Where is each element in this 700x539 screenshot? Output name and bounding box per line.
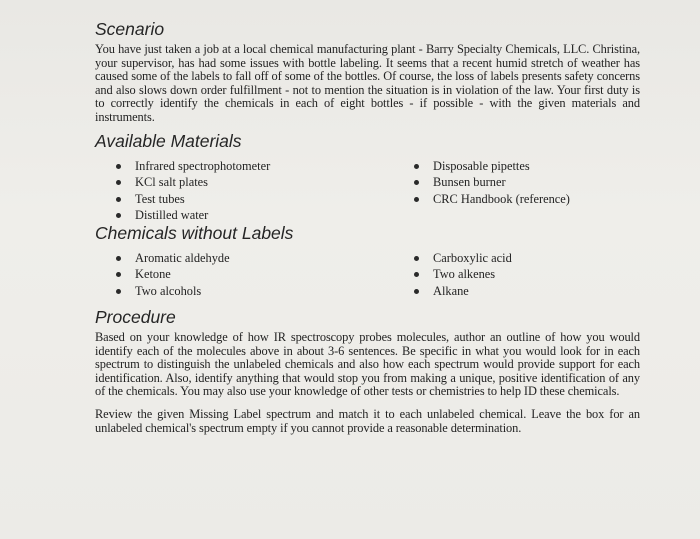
bullet-icon bbox=[116, 197, 121, 202]
bullet-icon bbox=[414, 164, 419, 169]
list-item: Bunsen burner bbox=[411, 174, 570, 191]
scenario-paragraph: You have just taken a job at a local chemical manufacturing plant - Barry Specialty Chemicals, LLC. Christina, your supervisor, has had some issues with bottle labeling. It seems that a recent humid stretch of weather has caused some of the labels to fall off of some of the bottles. Of course, the loss of labels presents safety concerns and also slows down order fulfillment - not to mention the situation is in violation of the law. Your first duty is to correctly identify the chemicals in each of eight bottles - if possible - with the given materials and instruments. bbox=[95, 42, 640, 124]
review-paragraph: Review the given Missing Label spectrum and match it to each unlabeled chemical. Leave the box for an unlabeled chemical's spectrum empty if you cannot provide a reasonable determination. bbox=[95, 407, 640, 435]
document-content bbox=[95, 18, 640, 435]
list-item: Distilled water bbox=[113, 207, 403, 224]
bullet-icon bbox=[414, 197, 419, 202]
list-item: Two alkenes bbox=[411, 266, 512, 283]
chemicals-list bbox=[95, 250, 640, 300]
bullet-icon bbox=[414, 180, 419, 185]
bullet-icon bbox=[414, 289, 419, 294]
materials-list-right bbox=[403, 158, 570, 224]
chemicals-list-right bbox=[403, 250, 512, 300]
list-item: Test tubes bbox=[113, 191, 403, 208]
bullet-icon bbox=[116, 272, 121, 277]
bullet-icon bbox=[414, 272, 419, 277]
bullet-icon bbox=[116, 180, 121, 185]
chemicals-heading: Chemicals without Labels bbox=[95, 222, 294, 243]
bullet-icon bbox=[116, 213, 121, 218]
list-item: Ketone bbox=[113, 266, 403, 283]
list-item: CRC Handbook (reference) bbox=[411, 191, 570, 208]
bullet-icon bbox=[116, 164, 121, 169]
materials-list-left bbox=[95, 158, 403, 224]
bullet-icon bbox=[414, 256, 419, 261]
list-item: KCl salt plates bbox=[113, 174, 403, 191]
list-item: Alkane bbox=[411, 283, 512, 300]
materials-heading: Available Materials bbox=[95, 130, 242, 151]
procedure-paragraph: Based on your knowledge of how IR spectroscopy probes molecules, author an outline of how you would identify each of the molecules above in about 3-6 sentences. Be specific in what you would look for in each spectrum to distinguish the unlabeled chemicals and also how each spectrum would provide support for each identification. Also, identify anything that would stop you from making a unique, positive identification of any of the chemicals. You may also use your knowledge of other tests or chemistries to help ID these chemicals. bbox=[95, 330, 640, 399]
list-item: Infrared spectrophotometer bbox=[113, 158, 403, 175]
bullet-icon bbox=[116, 256, 121, 261]
chemicals-list-left bbox=[95, 250, 403, 300]
list-item: Carboxylic acid bbox=[411, 250, 512, 267]
list-item: Two alcohols bbox=[113, 283, 403, 300]
scenario-heading: Scenario bbox=[95, 19, 165, 39]
procedure-heading: Procedure bbox=[95, 307, 176, 328]
materials-list bbox=[95, 158, 640, 224]
list-item: Aromatic aldehyde bbox=[113, 250, 403, 267]
list-item: Disposable pipettes bbox=[411, 158, 570, 175]
bullet-icon bbox=[116, 289, 121, 294]
